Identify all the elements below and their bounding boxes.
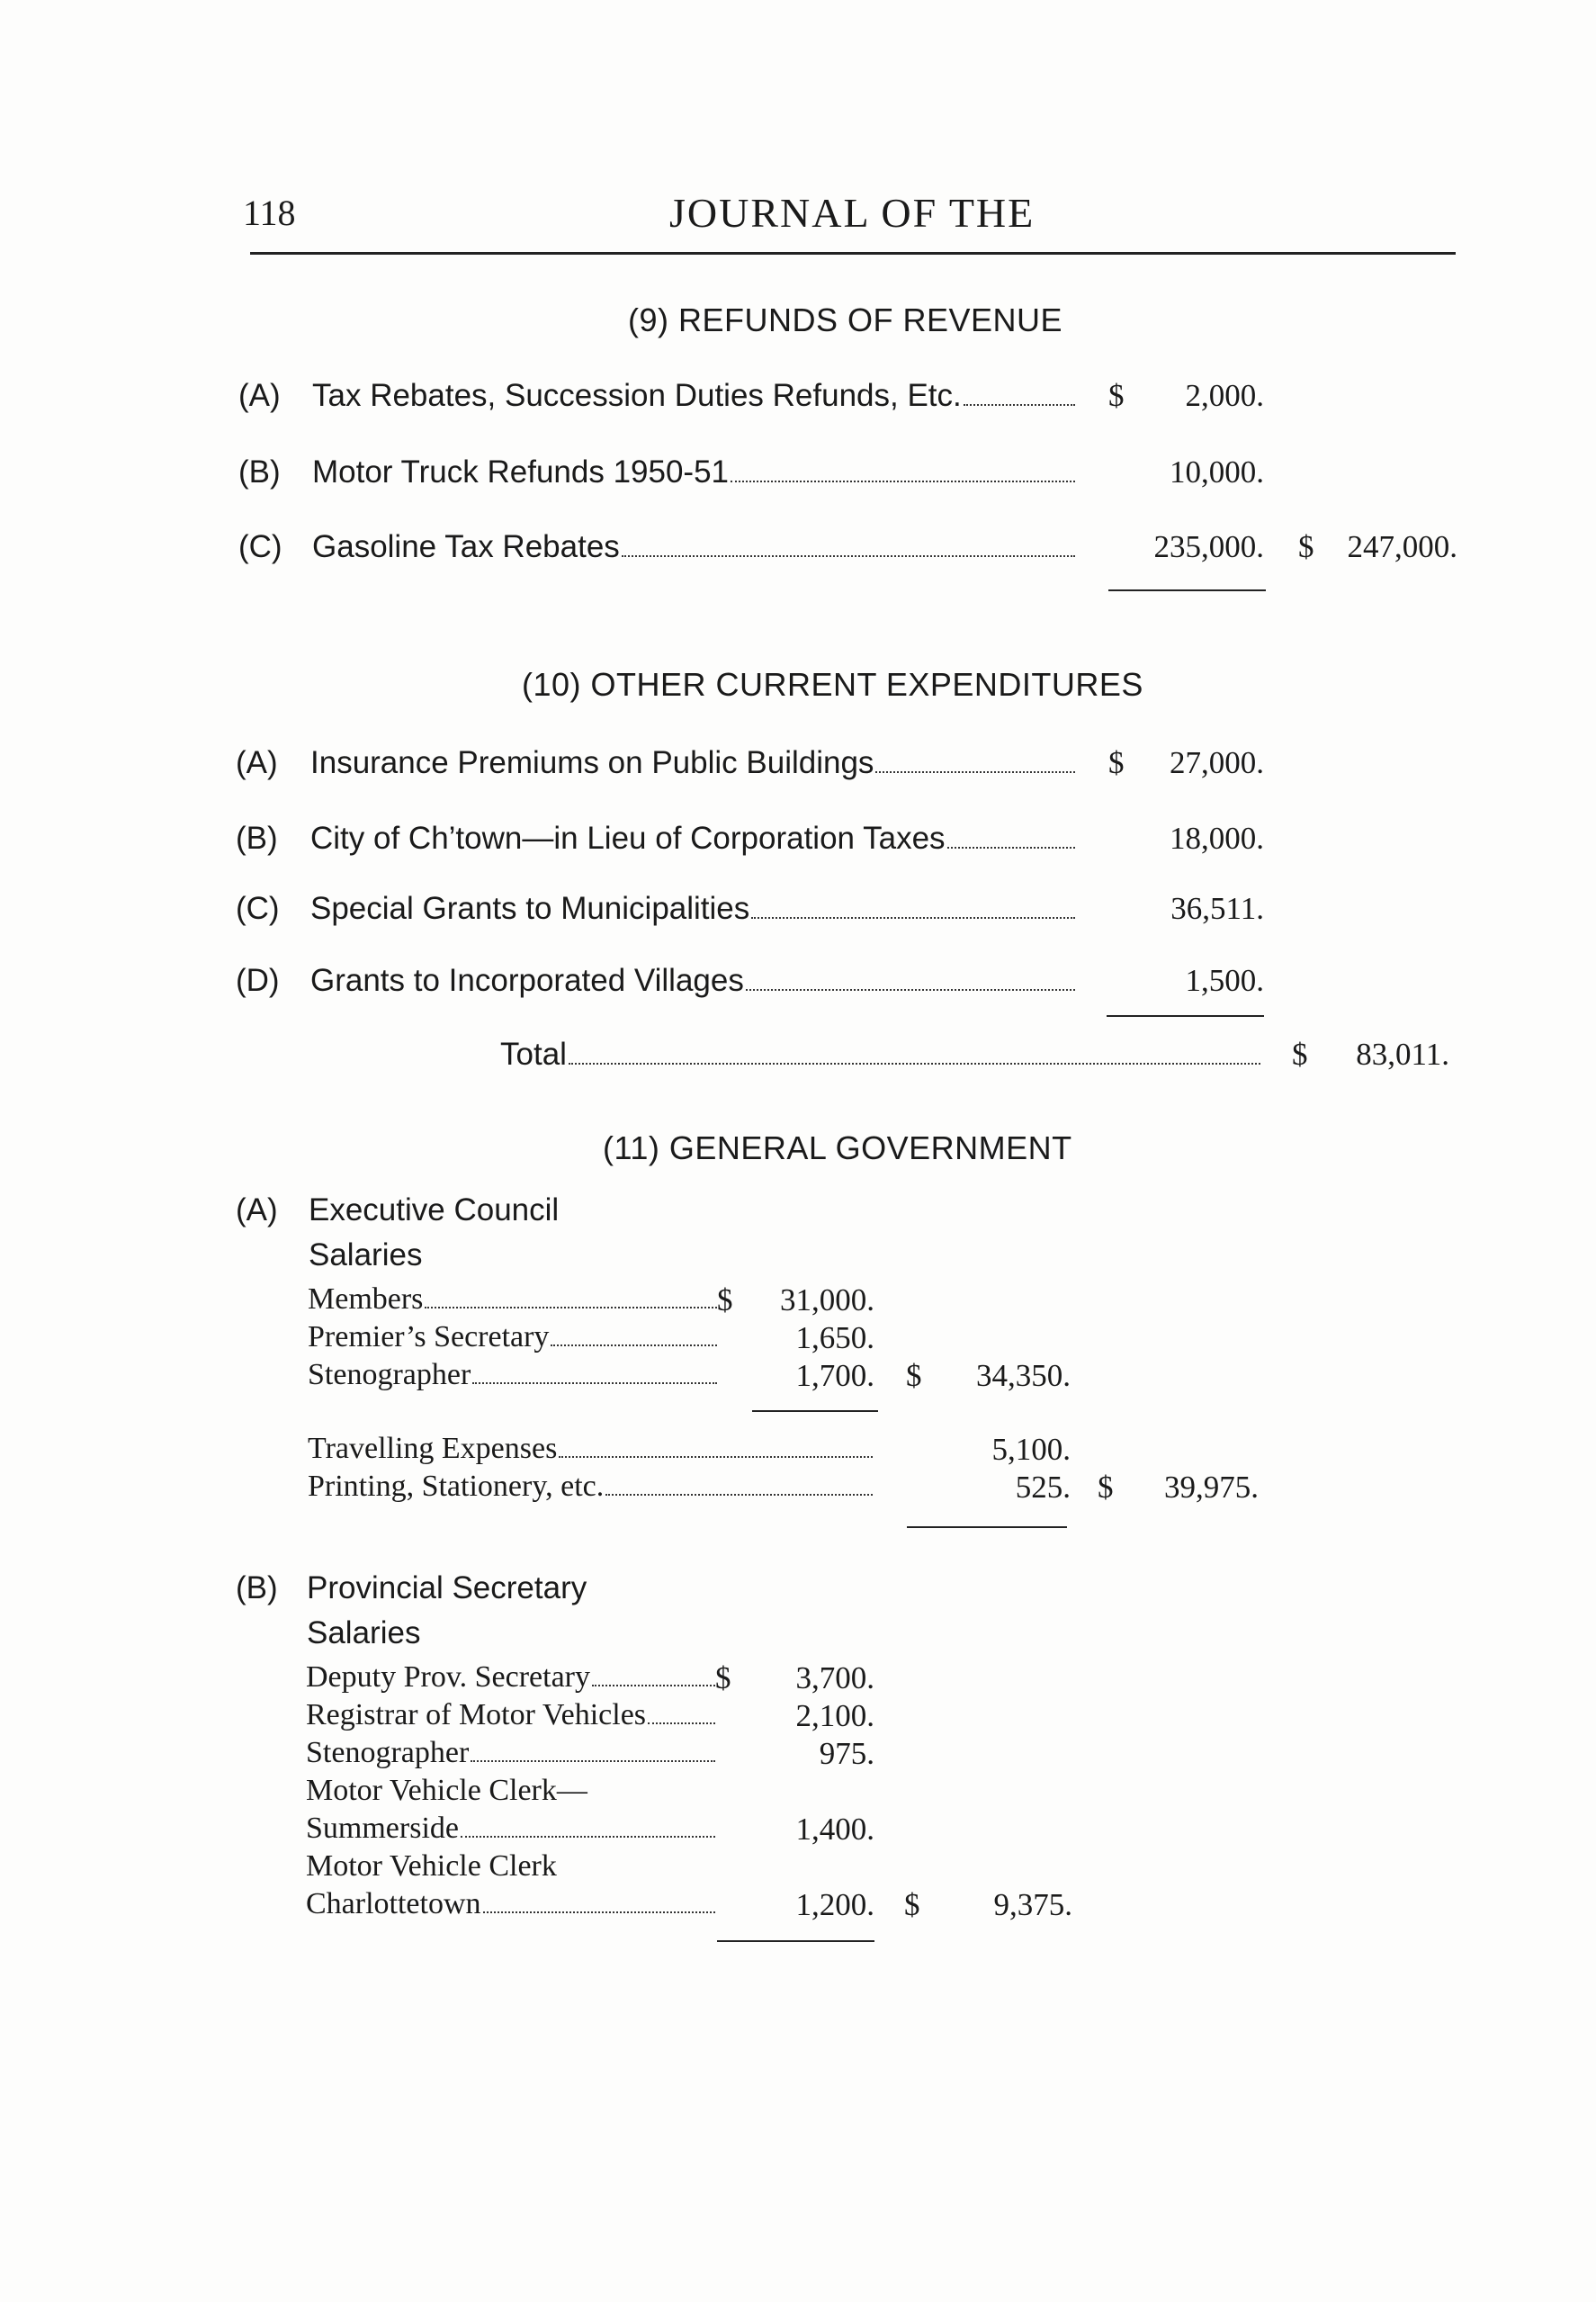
amount: 2,100. (795, 1698, 874, 1733)
salaries-label: Salaries (307, 1615, 421, 1650)
total-dollar-sign: $ (1298, 529, 1314, 564)
header-rule (250, 252, 1456, 255)
section-total: 83,011. (1356, 1037, 1449, 1072)
group-title: Provincial Secretary (307, 1570, 587, 1605)
row-letter: (C) (236, 891, 280, 926)
expense-label: Printing, Stationery, etc. (308, 1470, 873, 1504)
salary-label: Stenographer (306, 1736, 715, 1770)
sum-rule (907, 1526, 1067, 1528)
salary-row (306, 1812, 1116, 1849)
subtotal: 9,375. (993, 1887, 1072, 1922)
subtotal-dollar-sign: $ (906, 1358, 922, 1393)
sum-rule (752, 1410, 878, 1412)
salary-row (306, 1698, 1116, 1736)
refund-row-a (238, 378, 1462, 419)
dollar-sign: $ (1108, 745, 1125, 780)
salary-row (306, 1849, 1116, 1887)
row-label: Motor Truck Refunds 1950-51 (312, 454, 1075, 490)
row-letter: (B) (238, 454, 281, 490)
salary-row (308, 1282, 1117, 1320)
amount: 1,200. (795, 1887, 874, 1922)
section-heading-other: (10) OTHER CURRENT EXPENDITURES (522, 666, 1143, 703)
group-letter: (A) (236, 1192, 278, 1227)
group-total: 39,975. (1164, 1470, 1259, 1505)
refund-row-b (238, 454, 1462, 496)
salary-label: Registrar of Motor Vehicles (306, 1698, 715, 1732)
refund-row-c (238, 529, 1462, 571)
salary-label: Charlottetown (306, 1887, 715, 1921)
row-letter: (A) (238, 378, 281, 413)
row-label: Tax Rebates, Succession Duties Refunds, Etc. (312, 378, 1075, 414)
amount: 18,000. (1170, 821, 1264, 856)
section-total: 247,000. (1347, 529, 1457, 564)
amount: 1,650. (795, 1320, 874, 1355)
total-label: Total (500, 1037, 1260, 1073)
row-letter: (D) (236, 963, 280, 998)
salary-row (308, 1320, 1117, 1358)
amount: 27,000. (1170, 745, 1264, 780)
salary-row (308, 1358, 1117, 1396)
other-row-a (236, 745, 1459, 787)
other-row-c (236, 891, 1459, 932)
expense-row (308, 1432, 1297, 1470)
dollar-sign: $ (1108, 378, 1125, 413)
salary-label: Stenographer (308, 1358, 717, 1392)
other-row-d (236, 963, 1459, 1004)
group-letter: (B) (236, 1570, 278, 1605)
row-letter: (C) (238, 529, 282, 564)
total-dollar-sign: $ (1098, 1470, 1114, 1505)
salary-label: Members (308, 1282, 717, 1317)
dollar-sign: $ (717, 1282, 733, 1317)
amount: 31,000. (780, 1282, 874, 1317)
amount: 3,700. (795, 1660, 874, 1695)
other-total-row (500, 1037, 1463, 1078)
amount: 1,400. (795, 1812, 874, 1847)
amount: 525. (1015, 1470, 1071, 1505)
salary-row (306, 1660, 1116, 1698)
running-title: JOURNAL OF THE (669, 190, 1036, 236)
expense-row (308, 1470, 1297, 1507)
sum-rule (1107, 1015, 1264, 1017)
row-label: Grants to Incorporated Villages (310, 963, 1075, 999)
subtotal: 34,350. (976, 1358, 1071, 1393)
salary-row (306, 1887, 1116, 1925)
expense-label: Travelling Expenses (308, 1432, 873, 1466)
other-row-b (236, 821, 1459, 862)
amount: 10,000. (1170, 454, 1264, 490)
salary-label: Motor Vehicle Clerk— (306, 1774, 587, 1807)
amount: 975. (819, 1736, 874, 1771)
sum-rule (1108, 589, 1266, 591)
total-dollar-sign: $ (1292, 1037, 1308, 1072)
salary-label: Motor Vehicle Clerk (306, 1849, 557, 1883)
salary-label: Premier’s Secretary (308, 1320, 717, 1354)
row-label: City of Ch’town—in Lieu of Corporation Taxes (310, 821, 1075, 857)
salary-label: Summerside (306, 1812, 715, 1846)
amount: 2,000. (1185, 378, 1264, 413)
salary-row (306, 1774, 1116, 1812)
row-label: Insurance Premiums on Public Buildings (310, 745, 1075, 781)
group-title: Executive Council (309, 1192, 560, 1227)
amount: 1,500. (1185, 963, 1264, 998)
row-letter: (A) (236, 745, 278, 780)
row-label: Gasoline Tax Rebates (312, 529, 1075, 565)
amount: 235,000. (1153, 529, 1264, 564)
salaries-label: Salaries (309, 1237, 423, 1272)
page-number: 118 (243, 193, 296, 233)
amount: 5,100. (991, 1432, 1071, 1467)
dollar-sign: $ (715, 1660, 731, 1695)
amount: 1,700. (795, 1358, 874, 1393)
sum-rule (717, 1940, 874, 1942)
section-heading-general: (11) GENERAL GOVERNMENT (603, 1129, 1072, 1166)
salary-label: Deputy Prov. Secretary (306, 1660, 715, 1695)
subtotal-dollar-sign: $ (904, 1887, 920, 1922)
salary-row (306, 1736, 1116, 1774)
amount: 36,511. (1170, 891, 1264, 926)
section-heading-refunds: (9) REFUNDS OF REVENUE (628, 301, 1063, 338)
row-letter: (B) (236, 821, 278, 856)
row-label: Special Grants to Municipalities (310, 891, 1075, 927)
